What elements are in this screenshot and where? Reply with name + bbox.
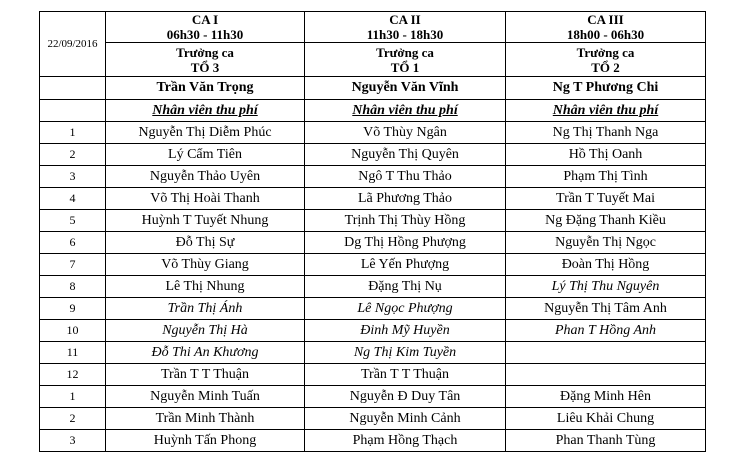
row-number: 1 bbox=[40, 122, 106, 144]
shift-3-staff-name: Nguyễn Thị Ngọc bbox=[506, 232, 706, 254]
shift-2-staff-name: Lê Ngọc Phượng bbox=[305, 298, 506, 320]
shift-1-staff-name: Nguyễn Thảo Uyên bbox=[106, 166, 305, 188]
shift-1-staff-name: Nguyễn Thị Diễm Phúc bbox=[106, 122, 305, 144]
shift-2-staff-name: Nguyễn Đ Duy Tân bbox=[305, 386, 506, 408]
shift-3-staff-name: Phan T Hồng Anh bbox=[506, 320, 706, 342]
header-row-staff bbox=[40, 100, 706, 122]
date-cell: 22/09/2016 bbox=[40, 12, 106, 77]
row-number: 5 bbox=[40, 210, 106, 232]
shift-3-leader: Ng T Phương Chi bbox=[506, 77, 706, 100]
shift-1-staff-name: Võ Thùy Giang bbox=[106, 254, 305, 276]
row-number: 8 bbox=[40, 276, 106, 298]
row-number: 7 bbox=[40, 254, 106, 276]
shift-1-staff-name: Lý Cẩm Tiên bbox=[106, 144, 305, 166]
shift-2-time: 11h30 - 18h30 bbox=[366, 27, 444, 42]
shift-2-team-cell bbox=[305, 43, 506, 77]
shift-1-staff-name: Nguyễn Thị Hà bbox=[106, 320, 305, 342]
row-number: 1 bbox=[40, 386, 106, 408]
shift-1-leader-title: Trưởng ca bbox=[176, 44, 234, 60]
shift-3-staff-name bbox=[506, 342, 706, 364]
row-number: 11 bbox=[40, 342, 106, 364]
table-row bbox=[40, 232, 706, 254]
shift-2-staff-name: Trần T T Thuận bbox=[305, 364, 506, 386]
shift-2-staff-name: Lã Phương Thảo bbox=[305, 188, 506, 210]
row-number: 2 bbox=[40, 408, 106, 430]
shift-3-staff-header: Nhân viên thu phí bbox=[506, 100, 706, 122]
row-number: 6 bbox=[40, 232, 106, 254]
shift-2-staff-name: Võ Thùy Ngân bbox=[305, 122, 506, 144]
shift-3-header bbox=[506, 12, 706, 43]
shift-1-staff-name: Trần T T Thuận bbox=[106, 364, 305, 386]
shift-3-time: 18h00 - 06h30 bbox=[566, 27, 645, 42]
shift-3-staff-name bbox=[506, 364, 706, 386]
shift-1-leader: Trần Văn Trọng bbox=[106, 77, 305, 100]
shift-2-header bbox=[305, 12, 506, 43]
row-number: 12 bbox=[40, 364, 106, 386]
shift-3-staff-name: Phan Thanh Tùng bbox=[506, 430, 706, 452]
shift-3-staff-name: Nguyễn Thị Tâm Anh bbox=[506, 298, 706, 320]
shift-2-staff-name: Trịnh Thị Thùy Hồng bbox=[305, 210, 506, 232]
shift-3-staff-name: Ng Thị Thanh Nga bbox=[506, 122, 706, 144]
row-number: 3 bbox=[40, 430, 106, 452]
shift-schedule-table bbox=[39, 11, 706, 452]
shift-3-leader-title: Trưởng ca bbox=[576, 44, 635, 60]
row-number: 4 bbox=[40, 188, 106, 210]
table-row bbox=[40, 276, 706, 298]
table-row bbox=[40, 408, 706, 430]
row-number: 9 bbox=[40, 298, 106, 320]
shift-2-staff-name: Phạm Hồng Thạch bbox=[305, 430, 506, 452]
table-row bbox=[40, 254, 706, 276]
table-row bbox=[40, 364, 706, 386]
shift-2-staff-name: Ng Thị Kim Tuyền bbox=[305, 342, 506, 364]
shift-3-staff-name: Liêu Khải Chung bbox=[506, 408, 706, 430]
table-row bbox=[40, 320, 706, 342]
shift-1-staff-name: Trần Thị Ánh bbox=[106, 298, 305, 320]
table-row bbox=[40, 144, 706, 166]
shift-2-team: TỔ 1 bbox=[390, 59, 420, 75]
shift-2-staff-header: Nhân viên thu phí bbox=[305, 100, 506, 122]
shift-3-team-cell bbox=[506, 43, 706, 77]
shift-1-header bbox=[106, 12, 305, 43]
shift-1-team-cell bbox=[106, 43, 305, 77]
shift-1-staff-header: Nhân viên thu phí bbox=[106, 100, 305, 122]
shift-3-name: CA III bbox=[587, 12, 624, 27]
shift-3-team: TỔ 2 bbox=[591, 59, 620, 75]
shift-1-staff-name: Đỗ Thi An Khương bbox=[106, 342, 305, 364]
shift-1-team: TỔ 3 bbox=[190, 59, 220, 75]
shift-2-staff-name: Ngô T Thu Thảo bbox=[305, 166, 506, 188]
row-number: 2 bbox=[40, 144, 106, 166]
shift-3-staff-name: Đoàn Thị Hồng bbox=[506, 254, 706, 276]
shift-3-staff-name: Lý Thị Thu Nguyên bbox=[506, 276, 706, 298]
shift-1-staff-name: Võ Thị Hoài Thanh bbox=[106, 188, 305, 210]
shift-3-staff-name: Đặng Minh Hên bbox=[506, 386, 706, 408]
table-row bbox=[40, 342, 706, 364]
shift-2-name: CA II bbox=[389, 12, 421, 27]
shift-3-staff-name: Hồ Thị Oanh bbox=[506, 144, 706, 166]
shift-1-staff-name: Lê Thị Nhung bbox=[106, 276, 305, 298]
shift-1-staff-name: Huỳnh Tấn Phong bbox=[106, 430, 305, 452]
shift-3-staff-name: Phạm Thị Tình bbox=[506, 166, 706, 188]
header-row-leader bbox=[40, 77, 706, 100]
shift-2-staff-name: Dg Thị Hồng Phượng bbox=[305, 232, 506, 254]
shift-1-staff-name: Huỳnh T Tuyết Nhung bbox=[106, 210, 305, 232]
table-row bbox=[40, 298, 706, 320]
header-row-shift bbox=[40, 12, 706, 43]
table-row bbox=[40, 122, 706, 144]
row-number: 3 bbox=[40, 166, 106, 188]
shift-2-staff-name: Lê Yến Phượng bbox=[305, 254, 506, 276]
shift-1-time: 06h30 - 11h30 bbox=[166, 27, 244, 42]
table-row bbox=[40, 188, 706, 210]
table-row bbox=[40, 210, 706, 232]
leader-row-number bbox=[40, 77, 106, 100]
shift-2-staff-name: Nguyễn Thị Quyên bbox=[305, 144, 506, 166]
shift-1-staff-name: Trần Minh Thành bbox=[106, 408, 305, 430]
shift-2-staff-name: Đặng Thị Nụ bbox=[305, 276, 506, 298]
table-row bbox=[40, 386, 706, 408]
shift-2-leader: Nguyễn Văn Vĩnh bbox=[305, 77, 506, 100]
staff-header-number bbox=[40, 100, 106, 122]
shift-3-staff-name: Trần T Tuyết Mai bbox=[506, 188, 706, 210]
shift-1-staff-name: Nguyễn Minh Tuấn bbox=[106, 386, 305, 408]
row-number: 10 bbox=[40, 320, 106, 342]
shift-1-name: CA I bbox=[191, 12, 219, 27]
shift-1-staff-name: Đỗ Thị Sự bbox=[106, 232, 305, 254]
shift-3-staff-name: Ng Đặng Thanh Kiều bbox=[506, 210, 706, 232]
table-row bbox=[40, 166, 706, 188]
shift-2-leader-title: Trưởng ca bbox=[376, 44, 434, 60]
header-row-team bbox=[40, 43, 706, 77]
shift-2-staff-name: Đinh Mỹ Huyền bbox=[305, 320, 506, 342]
shift-2-staff-name: Nguyễn Minh Cảnh bbox=[305, 408, 506, 430]
